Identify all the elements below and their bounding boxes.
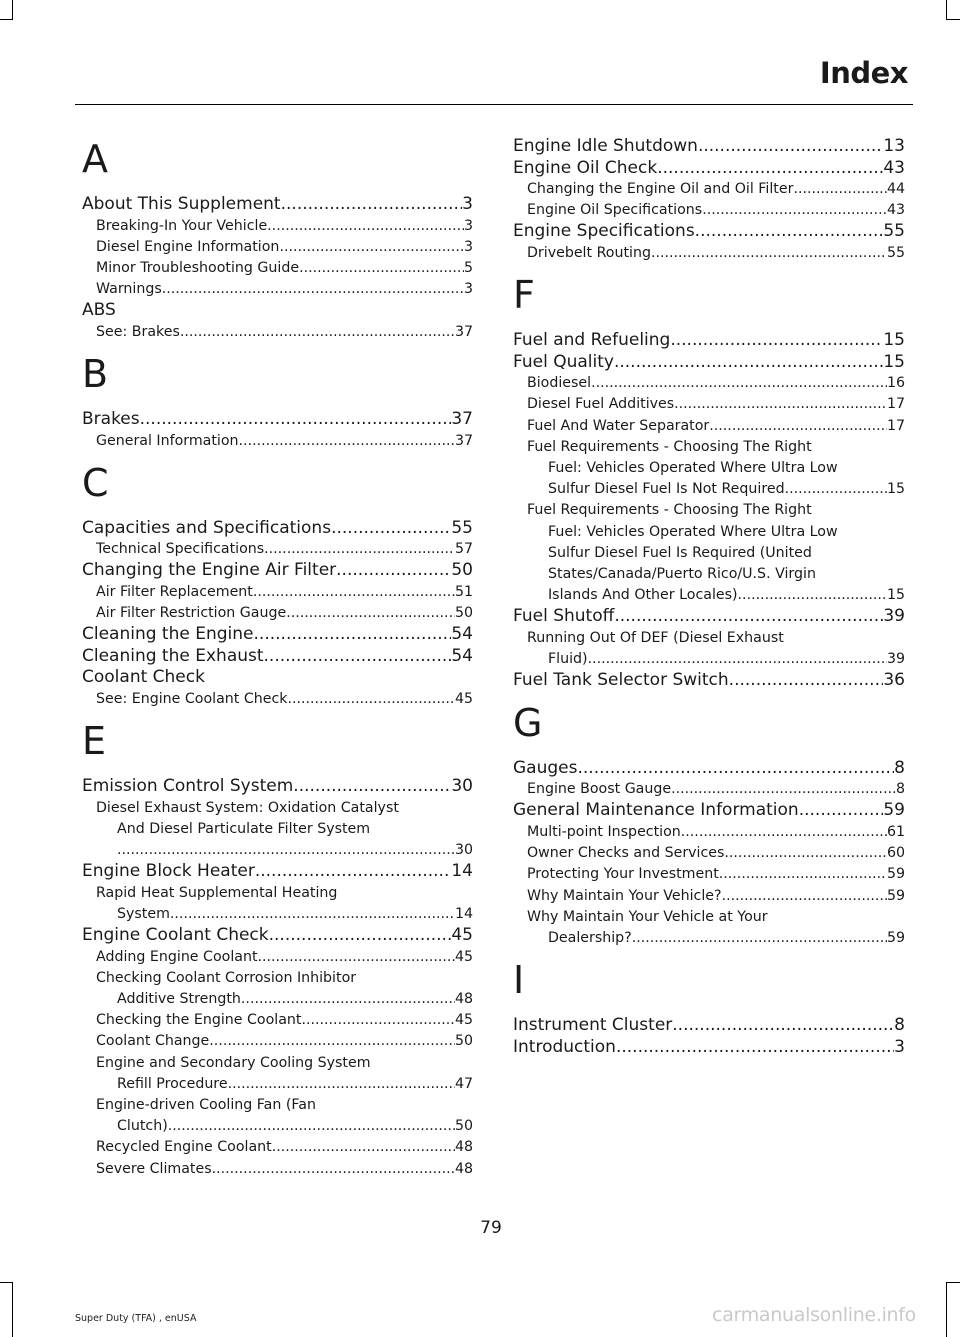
index-entry-line: Running Out Of DEF (Diesel Exhaust <box>527 629 784 646</box>
entry-title: General Maintenance Information <box>513 800 799 821</box>
crop-mark-top-right-h <box>946 19 960 20</box>
entry-page-number: 59 <box>883 800 905 821</box>
crop-mark-bottom-right-h <box>946 1282 960 1283</box>
entry-title: Protecting Your Investment <box>527 866 719 883</box>
entry-title: Cleaning the Exhaust <box>82 645 264 666</box>
index-subentry[interactable] <box>513 416 905 437</box>
index-column-left <box>82 136 473 1180</box>
dot-leader <box>288 689 455 710</box>
dot-leader <box>254 624 452 646</box>
index-subentry[interactable] <box>513 822 905 843</box>
entry-title: Engine Block Heater <box>82 861 255 882</box>
entry-page-number: 55 <box>883 221 905 242</box>
entry-title: Engine Oil Specifications <box>527 202 703 219</box>
entry-page-number: 36 <box>883 670 905 691</box>
crop-mark-bottom-left-v <box>12 1282 13 1337</box>
entry-title: Gauges <box>513 757 578 778</box>
index-subentry[interactable] <box>82 258 473 279</box>
index-subentry[interactable] <box>513 243 905 264</box>
entry-title: Coolant Change <box>96 1033 210 1050</box>
section-letter: I <box>513 958 525 1003</box>
index-entry[interactable] <box>513 606 905 628</box>
index-entry[interactable] <box>513 758 905 780</box>
index-subentry[interactable] <box>513 886 905 907</box>
entry-page-number: 30 <box>454 841 473 858</box>
entry-title: Diesel Fuel Additives <box>527 396 675 413</box>
entry-page-number: 39 <box>886 651 905 668</box>
entry-page-number: 15 <box>883 330 905 351</box>
dot-leader <box>799 800 884 822</box>
dot-leader <box>738 585 887 606</box>
dot-leader <box>632 928 887 949</box>
dot-leader <box>331 518 451 540</box>
entry-title: Multi-point Inspection <box>527 823 681 840</box>
entry-title: Additive Strength <box>117 990 241 1007</box>
entry-title: Engine Idle Shutdown <box>513 136 698 156</box>
index-entry-line: Diesel Exhaust System: Oxidation Catalyst <box>96 799 399 816</box>
entry-title: Air Filter Replacement <box>96 583 253 600</box>
entry-title: Diesel Engine Information <box>96 238 280 255</box>
entry-page-number: 54 <box>451 624 473 645</box>
dot-leader <box>724 843 887 864</box>
crop-mark-top-left-h <box>0 19 13 20</box>
dot-leader <box>670 330 883 352</box>
entry-page-number: 55 <box>451 517 473 538</box>
entry-page-number: 3 <box>462 194 473 214</box>
footer-text: Super Duty (TFA) , enUSA <box>75 1313 197 1324</box>
dot-leader <box>299 258 464 279</box>
index-entry-line: Checking Coolant Corrosion Inhibitor <box>96 969 357 986</box>
entry-page-number: 14 <box>451 861 473 882</box>
dot-leader <box>657 158 883 180</box>
dot-leader <box>293 776 451 798</box>
dot-leader <box>681 822 887 843</box>
index-subentry[interactable] <box>82 1031 473 1052</box>
entry-title: Recycled Engine Coolant <box>96 1139 272 1156</box>
entry-title: Refill Procedure <box>117 1075 228 1092</box>
entry-title: Clutch) <box>117 1118 168 1135</box>
dot-leader <box>614 606 883 628</box>
entry-title: Dealership? <box>548 929 632 946</box>
index-subentry[interactable] <box>82 539 473 560</box>
index-entry-line: Engine and Secondary Cooling System <box>96 1054 371 1071</box>
entry-page-number: 59 <box>886 887 905 904</box>
crop-mark-bottom-left-h <box>0 1282 13 1283</box>
crop-mark-top-right-v <box>946 0 947 20</box>
entry-page-number: 14 <box>454 905 473 922</box>
index-entry-line: Rapid Heat Supplemental Heating <box>96 884 338 901</box>
dot-leader <box>170 904 455 925</box>
dot-leader <box>793 179 887 200</box>
entry-page-number: 37 <box>451 409 473 430</box>
dot-leader <box>209 1031 455 1052</box>
dot-leader <box>140 409 452 431</box>
index-entry-line: Fuel: Vehicles Operated Where Ultra Low <box>548 523 838 540</box>
entry-page-number: 30 <box>451 776 473 797</box>
entry-title: About This Supplement <box>82 194 281 214</box>
index-subentry[interactable] <box>82 1010 473 1031</box>
entry-title: Drivebelt Routing <box>527 244 651 261</box>
index-entry[interactable] <box>82 624 473 646</box>
entry-title: Capacities and Specifications <box>82 517 332 538</box>
index-entry[interactable] <box>513 1015 905 1037</box>
index-subentry[interactable] <box>82 216 473 237</box>
index-entry[interactable] <box>513 670 905 692</box>
entry-page-number: 17 <box>886 417 905 434</box>
entry-page-number: 45 <box>454 1012 473 1029</box>
entry-page-number: 48 <box>454 1139 473 1156</box>
entry-title: Fuel Shutoff <box>513 606 615 627</box>
dot-leader <box>264 646 452 668</box>
crop-mark-top-left-v <box>12 0 13 20</box>
entry-title: Air Filter Restriction Gauge <box>96 605 287 622</box>
index-entry-line: Why Maintain Your Vehicle at Your <box>527 908 768 925</box>
entry-page-number: 37 <box>454 432 473 449</box>
entry-page-number: 45 <box>454 690 473 707</box>
index-subentry[interactable] <box>513 479 905 500</box>
entry-page-number: 50 <box>451 560 473 581</box>
index-subentry[interactable] <box>513 179 905 200</box>
index-subentry[interactable] <box>82 689 473 710</box>
dot-leader <box>117 840 455 861</box>
entry-page-number: 43 <box>883 157 905 178</box>
dot-leader <box>591 373 887 394</box>
index-subentry[interactable] <box>513 843 905 864</box>
entry-page-number: 48 <box>454 990 473 1007</box>
dot-leader <box>722 886 887 907</box>
entry-page-number: 3 <box>463 281 473 298</box>
index-subentry[interactable] <box>82 582 473 603</box>
dot-leader <box>671 779 896 800</box>
dot-leader <box>212 1159 455 1180</box>
entry-page-number: 59 <box>886 929 905 946</box>
index-entry[interactable] <box>82 300 473 322</box>
entry-title: Checking the Engine Coolant <box>96 1012 302 1029</box>
index-entry[interactable] <box>82 925 473 947</box>
index-entry[interactable] <box>513 136 905 158</box>
dot-leader <box>253 582 455 603</box>
entry-title: Breaking-In Your Vehicle <box>96 217 268 234</box>
entry-page-number: 48 <box>454 1160 473 1177</box>
page-number: 79 <box>480 1218 502 1238</box>
index-subentry[interactable] <box>82 989 473 1010</box>
dot-leader <box>698 136 883 158</box>
entry-page-number: 13 <box>883 136 905 156</box>
dot-leader <box>674 394 887 415</box>
index-entry-line: States/Canada/Puerto Rico/U.S. Virgin <box>548 565 816 582</box>
entry-title: Engine Oil Check <box>513 157 658 178</box>
entry-title: Biodiesel <box>527 375 592 392</box>
entry-page-number: 5 <box>463 259 473 276</box>
dot-leader <box>336 560 451 582</box>
dot-leader <box>255 861 452 883</box>
dot-leader <box>267 216 464 237</box>
entry-page-number: 45 <box>451 925 473 946</box>
index-entry[interactable] <box>82 667 473 689</box>
entry-title: See: Brakes <box>96 323 180 340</box>
entry-title: Owner Checks and Services <box>527 845 725 862</box>
entry-title: Fluid) <box>548 651 588 668</box>
index-subentry[interactable] <box>82 603 473 624</box>
dot-leader <box>301 1010 454 1031</box>
index-subentry[interactable] <box>513 585 905 606</box>
entry-title: Introduction <box>513 1036 616 1057</box>
index-entry-line: Sulfur Diesel Fuel Is Required (United <box>548 544 812 561</box>
index-subentry[interactable] <box>82 431 473 452</box>
index-entry[interactable] <box>82 646 473 668</box>
entry-page-number: 43 <box>886 202 905 219</box>
entry-page-number: 8 <box>895 781 905 798</box>
entry-page-number: 15 <box>886 587 905 604</box>
entry-title: Coolant Check <box>82 667 205 688</box>
entry-title: Fuel Tank Selector Switch <box>513 670 729 691</box>
index-subentry[interactable] <box>82 904 473 925</box>
index-entry[interactable] <box>513 158 905 180</box>
index-entry[interactable] <box>82 776 473 798</box>
index-entry-line: Fuel Requirements - Choosing The Right <box>527 438 812 455</box>
index-subentry[interactable] <box>513 928 905 949</box>
dot-leader <box>614 352 883 374</box>
entry-page-number: 45 <box>454 948 473 965</box>
entry-page-number: 61 <box>886 823 905 840</box>
page-title: Index <box>819 56 908 90</box>
entry-title: Engine Specifications <box>513 221 695 242</box>
index-entry[interactable] <box>513 800 905 822</box>
entry-title: Changing the Engine Oil and Oil Filter <box>527 181 794 197</box>
dot-leader <box>162 279 464 300</box>
index-entry[interactable] <box>82 518 473 540</box>
index-subentry[interactable] <box>513 649 905 670</box>
entry-page-number: 60 <box>886 845 905 862</box>
title-rule <box>75 104 913 105</box>
dot-leader <box>281 194 463 216</box>
entry-page-number: 8 <box>894 757 905 778</box>
entry-title: Engine Coolant Check <box>82 925 269 946</box>
dot-leader <box>577 758 894 780</box>
entry-title: Why Maintain Your Vehicle? <box>527 887 722 904</box>
dot-leader <box>702 200 887 221</box>
index-entry-line: Fuel: Vehicles Operated Where Ultra Low <box>548 459 838 476</box>
entry-page-number: 16 <box>886 375 905 392</box>
entry-page-number: 51 <box>454 583 473 600</box>
entry-page-number: 50 <box>454 1033 473 1050</box>
index-subentry[interactable] <box>82 1137 473 1158</box>
dot-leader <box>588 649 887 670</box>
entry-page-number: 15 <box>883 351 905 372</box>
entry-page-number: 50 <box>454 1118 473 1135</box>
entry-title: Sulfur Diesel Fuel Is Not Required <box>548 481 785 498</box>
dot-leader <box>272 1137 455 1158</box>
index-subentry[interactable] <box>513 200 905 221</box>
dot-leader <box>264 539 455 560</box>
index-entry[interactable] <box>82 861 473 883</box>
entry-page-number: 54 <box>451 645 473 666</box>
entry-page-number: 37 <box>454 323 473 340</box>
entry-title: Warnings <box>96 281 162 298</box>
entry-page-number: 3 <box>463 238 473 255</box>
watermark: carmanualsonline.info <box>712 1304 916 1326</box>
dot-leader <box>651 243 887 264</box>
index-entry-line: Engine-driven Cooling Fan (Fan <box>96 1096 316 1113</box>
index-subentry[interactable] <box>82 1074 473 1095</box>
index-entry[interactable] <box>513 330 905 352</box>
section-letter: C <box>82 460 109 505</box>
entry-page-number: 39 <box>883 606 905 627</box>
entry-title: Technical Specifications <box>96 541 265 558</box>
entry-page-number: 50 <box>454 605 473 622</box>
index-subentry[interactable] <box>82 1116 473 1137</box>
section-letter: E <box>82 719 107 764</box>
entry-page-number: 3 <box>463 217 473 234</box>
section-letter: B <box>82 352 109 397</box>
index-entry[interactable] <box>513 352 905 374</box>
entry-title: Changing the Engine Air Filter <box>82 560 337 581</box>
index-subentry[interactable] <box>82 840 473 861</box>
entry-title: Islands And Other Locales) <box>548 587 738 604</box>
dot-leader <box>241 989 455 1010</box>
entry-page-number: 57 <box>454 541 473 558</box>
section-letter: F <box>513 273 535 318</box>
dot-leader <box>709 416 887 437</box>
index-subentry[interactable] <box>513 864 905 885</box>
entry-title: Brakes <box>82 409 140 430</box>
crop-mark-bottom-right-v <box>946 1282 947 1337</box>
entry-title: Minor Troubleshooting Guide <box>96 259 300 276</box>
entry-title: Fuel Quality <box>513 351 614 372</box>
entry-title: Emission Control System <box>82 776 294 797</box>
entry-page-number: 8 <box>894 1015 905 1036</box>
dot-leader <box>719 864 887 885</box>
entry-title: Fuel And Water Separator <box>527 417 710 434</box>
index-entry[interactable] <box>513 221 905 243</box>
entry-page-number: 15 <box>886 481 905 498</box>
dot-leader <box>785 479 887 500</box>
entry-page-number: 55 <box>886 244 905 261</box>
entry-title: Adding Engine Coolant <box>96 948 258 965</box>
dot-leader <box>258 947 455 968</box>
index-entry[interactable] <box>513 1037 905 1059</box>
dot-leader <box>279 237 464 258</box>
index-subentry[interactable] <box>82 322 473 343</box>
dot-leader <box>168 1116 455 1137</box>
index-subentry[interactable] <box>82 279 473 300</box>
index-entry[interactable] <box>82 560 473 582</box>
index-entry-line: Fuel Requirements - Choosing The Right <box>527 502 812 519</box>
index-subentry[interactable] <box>82 947 473 968</box>
index-subentry[interactable] <box>513 394 905 415</box>
entry-title: Engine Boost Gauge <box>527 781 672 798</box>
entry-title: See: Engine Coolant Check <box>96 690 288 707</box>
index-subentry[interactable] <box>513 779 905 800</box>
section-letter: G <box>513 700 543 745</box>
dot-leader <box>672 1015 894 1037</box>
index-entry-line: And Diesel Particulate Filter System <box>117 820 371 837</box>
entry-page-number: 47 <box>454 1075 473 1092</box>
dot-leader <box>286 603 455 624</box>
index-subentry[interactable] <box>82 1159 473 1180</box>
entry-title: Instrument Cluster <box>513 1015 673 1036</box>
dot-leader <box>695 221 884 243</box>
entry-page-number: 17 <box>886 396 905 413</box>
entry-title: Severe Climates <box>96 1160 212 1177</box>
entry-page-number: 44 <box>886 181 905 197</box>
dot-leader <box>729 670 884 692</box>
entry-page-number: 59 <box>886 866 905 883</box>
dot-leader <box>239 431 455 452</box>
dot-leader <box>616 1037 894 1059</box>
index-entry[interactable] <box>82 409 473 431</box>
entry-title: Cleaning the Engine <box>82 624 254 645</box>
entry-title: General Information <box>96 432 239 449</box>
index-subentry[interactable] <box>82 237 473 258</box>
entry-title: ABS <box>82 300 116 321</box>
dot-leader <box>269 925 452 947</box>
index-entry[interactable] <box>82 194 473 216</box>
entry-page-number: 3 <box>894 1036 905 1057</box>
entry-title: System <box>117 905 170 922</box>
section-letter: A <box>82 137 108 181</box>
index-subentry[interactable] <box>513 373 905 394</box>
index-column-right <box>513 136 905 1058</box>
dot-leader <box>228 1074 455 1095</box>
entry-title: Fuel and Refueling <box>513 330 671 351</box>
dot-leader <box>180 322 455 343</box>
